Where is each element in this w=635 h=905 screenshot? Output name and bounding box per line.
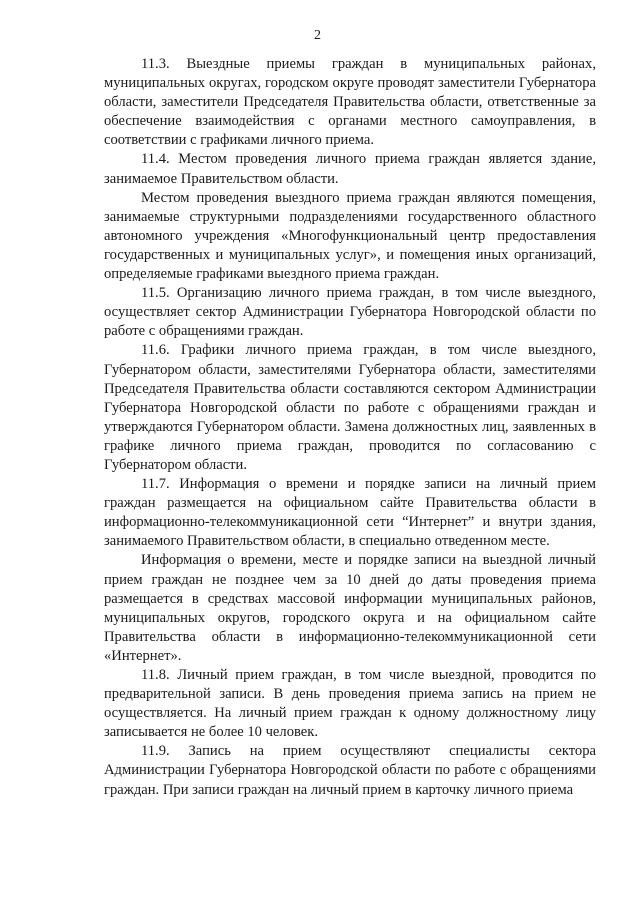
paragraph-11-3: 11.3. Выездные приемы граждан в муниципальных районах, муниципальных округах, городском округе проводят заместители Губернатора области, заместители Председателя Правительства области, ответственные за обеспечение взаимодействия с органами местного самоуправления, в соответствии с графиками личного приема.: [104, 56, 596, 149]
document-body: [104, 55, 596, 800]
paragraph-11-5: 11.5. Организацию личного приема граждан, в том числе выездного, осуществляет сектор Администрации Губернатора Новгородской области по работе с обращениями граждан.: [104, 285, 596, 340]
paragraph-11-6: 11.6. Графики личного приема граждан, в том числе выездного, Губернатором области, заместителями Губернатора области, заместителями Председателя Правительства области составляются сектором Администрации Губернатора Новгородской области по работе с обращениями граждан и утверждаются Губернатором области. Замена должностных лиц, заявленных в графике личного приема граждан, проводится по согласованию с Губернатором области.: [104, 342, 596, 473]
paragraph-field-reception-info: Информация о времени, месте и порядке записи на выездной личный прием граждан не позднее чем за 10 дней до даты проведения приема размещается в средствах массовой информации муниципальных районов, муниципальных округов, городского округа и на официальном сайте Правительства области в информационно-телекоммуникационной сети «Интернет».: [104, 552, 596, 664]
page-number: 2: [314, 28, 321, 43]
paragraph-11-8: 11.8. Личный прием граждан, в том числе выездной, проводится по предварительной записи. В день проведения приема запись на прием не осуществляется. На личный прием граждан к одному должностному лицу записывается не более 10 человек.: [104, 667, 596, 741]
paragraph-field-reception-location: Местом проведения выездного приема граждан являются помещения, занимаемые структурными подразделениями государственного областного автономного учреждения «Многофункциональный центр предоставления государственных и муниципальных услуг», и помещения иных организаций, определяемые графиками выездного приема граждан.: [104, 189, 596, 283]
paragraph-11-9: 11.9. Запись на прием осуществляют специалисты сектора Администрации Губернатора Новгородской области по работе с обращениями граждан. При записи граждан на личный прием в карточку личного приема: [104, 743, 596, 798]
paragraph-11-7: 11.7. Информация о времени и порядке записи на личный прием граждан размещается на официальном сайте Правительства области в информационно-телекоммуникационной сети “Интернет” и внутри здания, занимаемого Правительством области, в специально отведенном месте.: [104, 476, 596, 550]
paragraph-11-4: 11.4. Местом проведения личного приема граждан является здание, занимаемое Правительством области.: [104, 151, 596, 187]
